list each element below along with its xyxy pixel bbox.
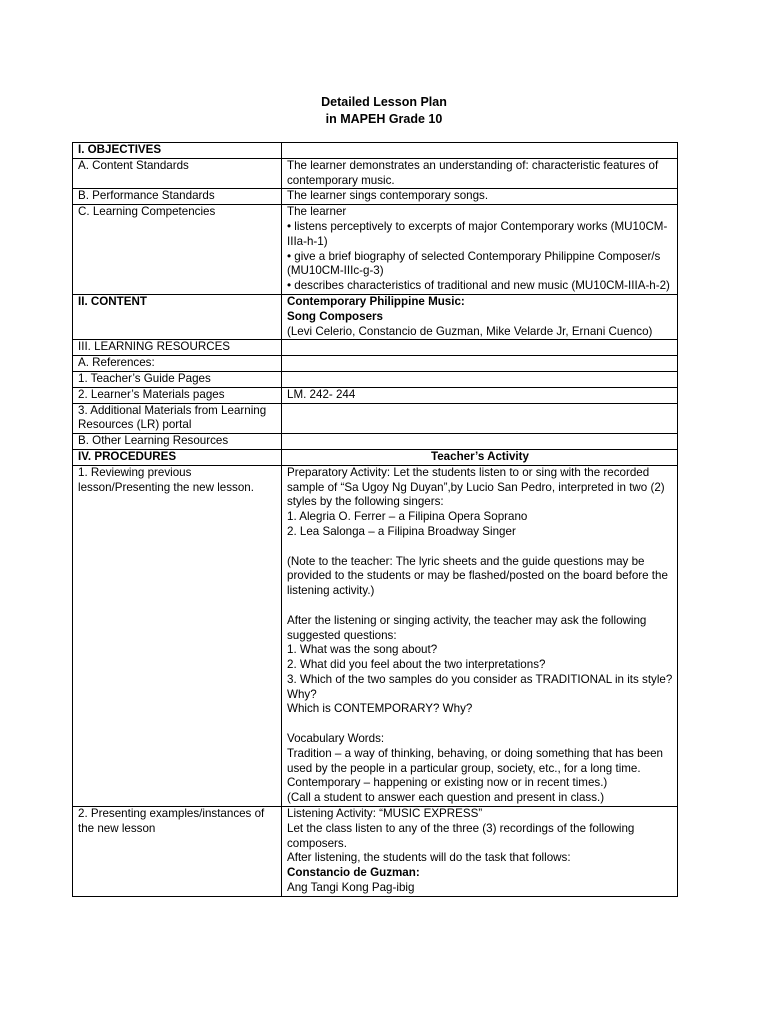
step1-gap bbox=[287, 717, 673, 732]
learning-resources-value bbox=[282, 340, 678, 356]
objectives-heading-value bbox=[282, 143, 678, 159]
step1-line: Tradition – a way of thinking, behaving, or doing something that has been used by the people in a particular group, society, etc., for a long time. bbox=[287, 746, 663, 775]
step2-line: Listening Activity: “MUSIC EXPRESS” bbox=[287, 807, 483, 821]
table-row bbox=[73, 189, 678, 205]
references-label: A. References: bbox=[73, 356, 282, 372]
step1-line: 2. Lea Salonga – a Filipina Broadway Singer bbox=[287, 524, 516, 538]
step1-gap bbox=[287, 599, 673, 614]
competency-item: • listens perceptively to excerpts of major Contemporary works (MU10CM-IIIa-h-1) bbox=[287, 219, 668, 248]
references-value bbox=[282, 356, 678, 372]
table-row bbox=[73, 465, 678, 806]
table-row bbox=[73, 158, 678, 189]
table-row bbox=[73, 434, 678, 450]
other-resources-label: B. Other Learning Resources bbox=[73, 434, 282, 450]
document-title-line1: Detailed Lesson Plan bbox=[321, 95, 447, 109]
step1-line: Which is CONTEMPORARY? Why? bbox=[287, 702, 473, 716]
table-row bbox=[73, 205, 678, 295]
step2-line: After listening, the students will do the task that follows: bbox=[287, 851, 571, 865]
step1-line: 1. Alegria O. Ferrer – a Filipina Opera Soprano bbox=[287, 510, 528, 524]
step1-line: 2. What did you feel about the two interpretations? bbox=[287, 658, 546, 672]
content-heading: II. CONTENT bbox=[73, 294, 282, 339]
step2-composer: Constancio de Guzman: bbox=[287, 866, 420, 880]
step2-line: Let the class listen to any of the three (3) recordings of the following composers. bbox=[287, 821, 635, 850]
learners-materials-label: 2. Learner’s Materials pages bbox=[73, 387, 282, 403]
performance-standards-value: The learner sings contemporary songs. bbox=[282, 189, 678, 205]
step1-line: 1. What was the song about? bbox=[287, 643, 438, 657]
content-title-line1: Contemporary Philippine Music: bbox=[287, 294, 465, 308]
step1-line: (Note to the teacher: The lyric sheets and the guide questions may be provided to the students or may be flashed/posted on the board before the listening activity.) bbox=[287, 554, 668, 598]
step1-activity bbox=[282, 465, 678, 806]
table-row bbox=[73, 294, 678, 339]
step1-line: Preparatory Activity: Let the students listen to or sing with the recorded sample of “Sa Ugoy Ng Duyan”,by Lucio San Pedro, interpreted in two (2) styles by the following singers: bbox=[287, 465, 665, 509]
content-title-line2: Song Composers bbox=[287, 309, 383, 323]
competency-item: • give a brief biography of selected Contemporary Philippine Composer/s (MU10CM-IIIc-g-3) bbox=[287, 249, 661, 278]
table-row bbox=[73, 387, 678, 403]
learning-resources-heading: III. LEARNING RESOURCES bbox=[73, 340, 282, 356]
table-row bbox=[73, 403, 678, 434]
step1-line: (Call a student to answer each question and present in class.) bbox=[287, 791, 605, 805]
competency-item: • describes characteristics of traditional and new music (MU10CM-IIIA-h-2) bbox=[287, 279, 670, 293]
step2-song: Ang Tangi Kong Pag-ibig bbox=[287, 881, 415, 895]
content-composers: (Levi Celerio, Constancio de Guzman, Mike Velarde Jr, Ernani Cuenco) bbox=[287, 324, 653, 338]
teachers-guide-value bbox=[282, 371, 678, 387]
step1-line: Contemporary – happening or existing now or in recent times.) bbox=[287, 776, 608, 790]
step1-line: 3. Which of the two samples do you consider as TRADITIONAL in its style? Why? bbox=[287, 672, 673, 701]
table-row bbox=[73, 340, 678, 356]
learners-materials-value: LM. 242- 244 bbox=[282, 387, 678, 403]
additional-materials-value bbox=[282, 403, 678, 434]
objectives-heading: I. OBJECTIVES bbox=[73, 143, 282, 159]
additional-materials-label: 3. Additional Materials from Learning Resources (LR) portal bbox=[73, 403, 282, 434]
table-row bbox=[73, 449, 678, 465]
competencies-intro: The learner bbox=[287, 205, 347, 219]
table-row bbox=[73, 356, 678, 372]
step1-line: Vocabulary Words: bbox=[287, 732, 385, 746]
content-value bbox=[282, 294, 678, 339]
performance-standards-label: B. Performance Standards bbox=[73, 189, 282, 205]
step1-label: 1. Reviewing previous lesson/Presenting the new lesson. bbox=[73, 465, 282, 806]
step1-line: After the listening or singing activity, the teacher may ask the following suggested questions: bbox=[287, 613, 647, 642]
learning-competencies-value bbox=[282, 205, 678, 295]
content-standards-label: A. Content Standards bbox=[73, 158, 282, 189]
step2-activity bbox=[282, 807, 678, 897]
other-resources-value bbox=[282, 434, 678, 450]
table-row bbox=[73, 807, 678, 897]
step1-gap bbox=[287, 540, 673, 555]
learning-competencies-label: C. Learning Competencies bbox=[73, 205, 282, 295]
teachers-activity-heading: Teacher’s Activity bbox=[282, 449, 678, 465]
lesson-plan-table bbox=[72, 142, 678, 897]
table-row bbox=[73, 143, 678, 159]
content-standards-value: The learner demonstrates an understanding of: characteristic features of contemporary music. bbox=[282, 158, 678, 189]
teachers-guide-label: 1. Teacher’s Guide Pages bbox=[73, 371, 282, 387]
procedures-heading: IV. PROCEDURES bbox=[73, 449, 282, 465]
table-row bbox=[73, 371, 678, 387]
step2-label: 2. Presenting examples/instances of the new lesson bbox=[73, 807, 282, 897]
document-title-line2: in MAPEH Grade 10 bbox=[325, 112, 443, 126]
